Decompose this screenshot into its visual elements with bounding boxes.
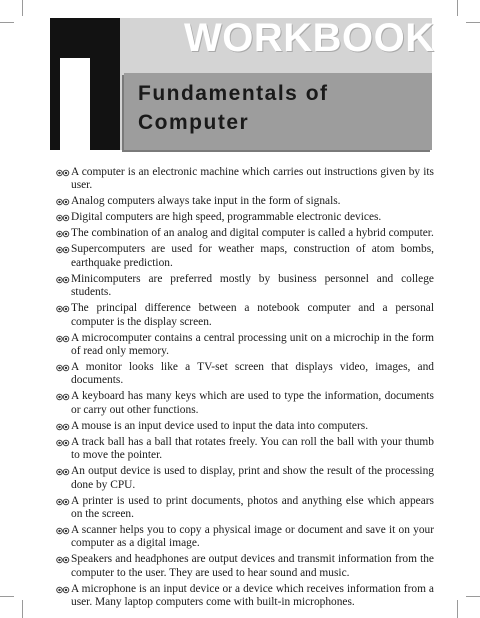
fact-text: Analog computers always take input in the form of signals. — [71, 195, 341, 208]
fact-item — [56, 227, 434, 240]
crop-mark — [0, 22, 14, 23]
title-box — [124, 73, 432, 150]
double-circle-bullet-icon — [56, 527, 70, 535]
double-circle-bullet-icon — [56, 423, 70, 431]
fact-text: An output device is used to display, print and show the result of the processing done by CPU. — [71, 465, 434, 491]
double-circle-bullet-icon — [56, 468, 70, 476]
fact-text: Speakers and headphones are output devices and transmit information from the computer to the user. They are used to hear sound and music. — [71, 553, 434, 579]
fact-item — [56, 420, 434, 433]
double-circle-bullet-icon — [56, 214, 70, 222]
fact-item — [56, 583, 434, 610]
fact-item — [56, 273, 434, 300]
crop-mark — [457, 0, 458, 16]
double-circle-bullet-icon — [56, 498, 70, 506]
header-white-bar — [60, 58, 90, 150]
double-circle-bullet-icon — [56, 230, 70, 238]
fact-text: Digital computers are high speed, programmable electronic devices. — [71, 211, 382, 224]
double-circle-bullet-icon — [56, 198, 70, 206]
fact-item — [56, 553, 434, 580]
double-circle-bullet-icon — [56, 335, 70, 343]
fact-text: A printer is used to print documents, photos and anything else which appears on the screen. — [71, 494, 434, 521]
crop-mark — [466, 596, 480, 597]
facts-list — [56, 166, 434, 612]
fact-item — [56, 495, 434, 522]
page-title: Fundamentals of Computer — [138, 82, 329, 134]
double-circle-bullet-icon — [56, 439, 70, 447]
fact-text: The combination of an analog and digital computer is called a hybrid computer. — [71, 227, 434, 240]
fact-item — [56, 524, 434, 551]
fact-text: The principal difference between a notebook computer and a personal computer is the display screen. — [71, 302, 434, 328]
fact-item — [56, 166, 434, 193]
double-circle-bullet-icon — [56, 276, 70, 284]
fact-text: A keyboard has many keys which are used to type the information, documents or carry out other functions. — [71, 390, 434, 416]
double-circle-bullet-icon — [56, 305, 70, 313]
crop-mark — [22, 600, 23, 618]
fact-text: A microphone is an input device or a device which receives information from a user. Many laptop computers come with built-in microphones. — [71, 582, 434, 609]
double-circle-bullet-icon — [56, 393, 70, 401]
double-circle-bullet-icon — [56, 556, 70, 564]
fact-text: A mouse is an input device used to input the data into computers. — [71, 419, 369, 432]
fact-text: Minicomputers are preferred mostly by business personnel and college students. — [71, 272, 434, 299]
fact-item — [56, 390, 434, 417]
workbook-label: WORKBOOK — [184, 16, 435, 60]
fact-item — [56, 195, 434, 208]
fact-item — [56, 211, 434, 224]
fact-item — [56, 436, 434, 463]
fact-item — [56, 465, 434, 492]
fact-item — [56, 332, 434, 359]
fact-text: A scanner helps you to copy a physical image or document and save it on your computer as a digital image. — [71, 524, 434, 550]
fact-text: A track ball has a ball that rotates freely. You can roll the ball with your thumb to move the pointer. — [71, 435, 434, 462]
fact-item — [56, 361, 434, 388]
double-circle-bullet-icon — [56, 246, 70, 254]
fact-item — [56, 243, 434, 270]
double-circle-bullet-icon — [56, 586, 70, 594]
crop-mark — [466, 22, 480, 23]
fact-text: A microcomputer contains a central processing unit on a microchip in the form of read only memory. — [71, 331, 434, 358]
crop-mark — [457, 600, 458, 618]
fact-text: A computer is an electronic machine which carries out instructions given by its user. — [71, 166, 434, 192]
fact-text: A monitor looks like a TV-set screen that displays video, images, and documents. — [71, 361, 434, 387]
fact-text: Supercomputers are used for weather maps, construction of atom bombs, earthquake prediction. — [71, 243, 434, 269]
double-circle-bullet-icon — [56, 169, 70, 177]
fact-item — [56, 302, 434, 329]
double-circle-bullet-icon — [56, 364, 70, 372]
crop-mark — [0, 596, 14, 597]
crop-mark — [22, 0, 23, 16]
